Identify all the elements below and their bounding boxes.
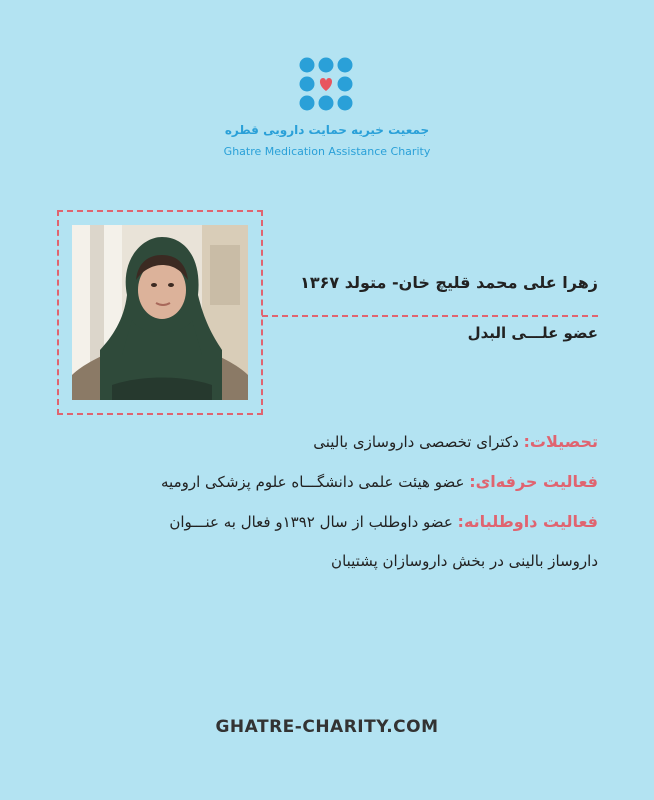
brand-name-english: Ghatre Medication Assistance Charity xyxy=(223,145,431,158)
volunteer-line xyxy=(38,512,598,531)
volunteer-value: عضو داوطلب از سال ۱۳۹۲و فعال به عنـــوان xyxy=(169,513,453,531)
education-label: تحصیلات: xyxy=(523,432,598,451)
photo-frame xyxy=(57,210,263,415)
divider xyxy=(262,315,598,317)
profile-name: زهرا علی محمد قلیچ خان- متولد ۱۳۶۷ xyxy=(300,273,598,292)
professional-value: عضو هیئت علمی دانشگـــاه علوم پزشکی ارومیه xyxy=(161,473,465,491)
volunteer-continued: داروساز بالینی در بخش داروسازان پشتیبان xyxy=(331,552,598,570)
website-url: GHATRE-CHARITY.COM xyxy=(215,717,439,737)
professional-label: فعالیت حرفه‌ای: xyxy=(469,472,598,491)
charity-logo-icon xyxy=(298,56,354,112)
education-line xyxy=(38,432,598,451)
brand-name-persian: جمعیت خیریه حمایت دارویی قطره xyxy=(224,123,430,137)
profile-role: عضو علـــی البدل xyxy=(467,324,598,342)
volunteer-label: فعالیت داوطلبانه: xyxy=(457,512,598,531)
education-value: دکترای تخصصی داروسازی بالینی xyxy=(313,433,519,451)
profile-photo xyxy=(72,225,248,400)
professional-line xyxy=(38,472,598,491)
